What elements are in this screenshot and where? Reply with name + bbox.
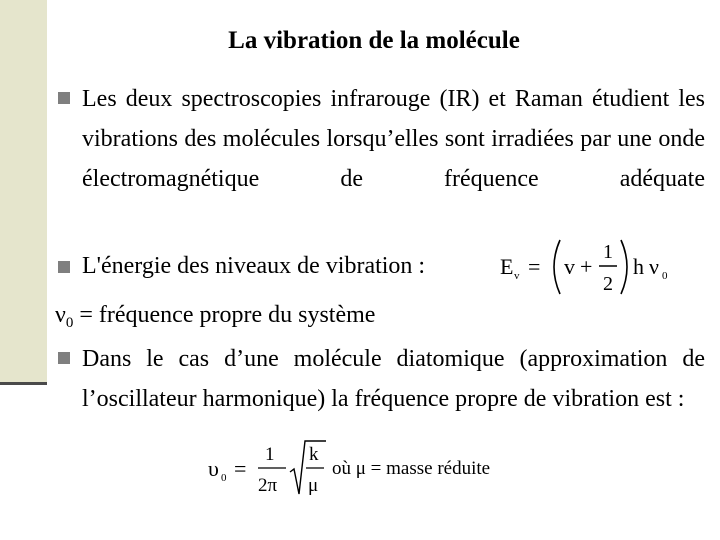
energy-formula: [500, 232, 680, 302]
root-denominator: μ: [308, 475, 319, 496]
nu-symbol: ν: [55, 302, 66, 328]
bullet-marker-1: [58, 92, 70, 104]
energy-fraction-numerator: 1: [603, 241, 613, 263]
nu-subscript: 0: [65, 315, 74, 331]
energy-lhs-symbol: E: [500, 254, 514, 279]
frequency-equals: =: [234, 456, 247, 481]
frequency-fraction-denominator: 2π: [258, 475, 278, 496]
frequency-fraction-numerator: 1: [265, 444, 275, 465]
frequency-lhs-symbol: υ: [208, 456, 219, 481]
bullet-1-text: Les deux spectroscopies infrarouge (IR) et Raman étudient les vibrations des molécules lorsqu’elles sont irradiées par une onde électromagnétique de fréquence adéquate: [82, 86, 705, 192]
root-numerator: k: [309, 444, 319, 465]
energy-equals: =: [528, 254, 541, 279]
energy-left-paren: [554, 240, 560, 294]
bullet-marker-3: [58, 352, 70, 364]
bullet-marker-2: [58, 261, 70, 273]
slide-side-band: [0, 0, 47, 382]
nu-definition-text: = fréquence propre du système: [73, 302, 376, 328]
energy-fraction-denominator: 2: [603, 273, 613, 295]
frequency-lhs-subscript: 0: [221, 472, 227, 484]
bullet-2-text: L'énergie des niveaux de vibration :: [82, 253, 426, 279]
energy-nu-subscript: 0: [662, 270, 668, 282]
reduced-mass-note: où μ = masse réduite: [332, 458, 491, 479]
energy-planck-h: h: [633, 254, 644, 279]
energy-nu: ν: [649, 254, 659, 279]
bullet-3-text: Dans le cas d’une molécule diatomique (approximation de l’oscillateur harmonique) la fréquence propre de vibration est :: [82, 346, 705, 412]
energy-lhs-subscript: v: [514, 270, 520, 282]
slide-title: La vibration de la molécule: [228, 27, 520, 54]
slide-side-band-underline: [0, 382, 47, 385]
energy-plus: +: [580, 254, 593, 279]
energy-var: v: [564, 254, 575, 279]
frequency-formula: [208, 438, 528, 500]
energy-right-paren: [621, 240, 627, 294]
nu-definition: [55, 300, 375, 338]
